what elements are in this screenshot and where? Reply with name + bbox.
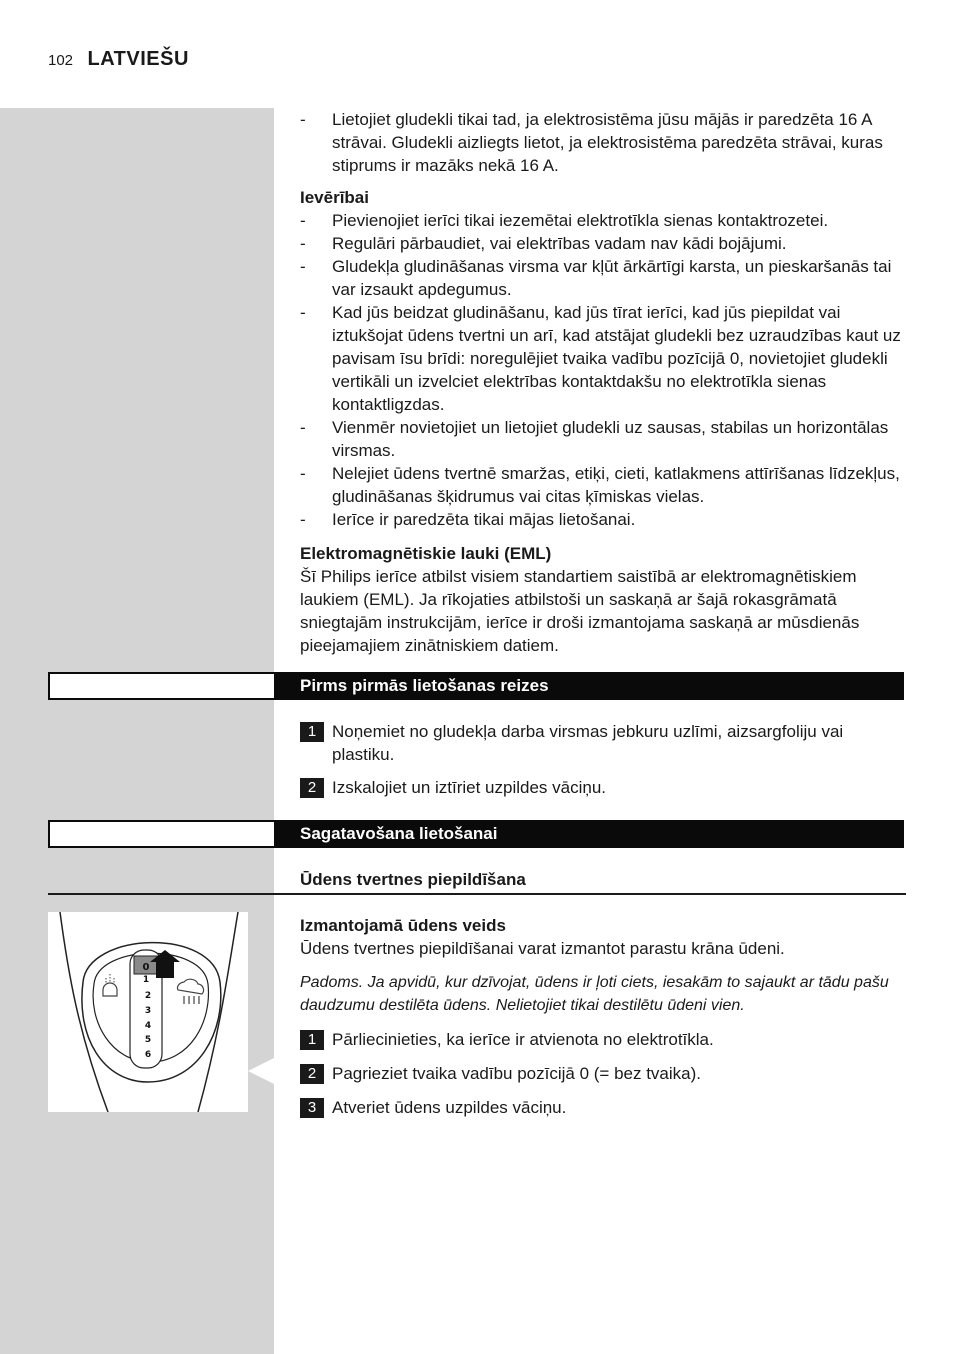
list-item: - Vienmēr novietojiet un lietojiet gludekli uz sausas, stabilas un horizontālas virsmas. bbox=[300, 418, 889, 460]
dial-label: 5 bbox=[144, 1035, 152, 1045]
emf-text: Šī Philips ierīce atbilst visiem standartiem saistībā ar elektromagnētiskiem laukiem (EML). Ja rīkojaties atbilstoši un saskaņā ar šajā rokasgrāmatā sniegtajām instrukcijām, ierīce ir droši izmantojama saskaņā ar mūsdienās pieejamajiem zinātniskiem datiem. bbox=[300, 567, 860, 655]
divider bbox=[48, 893, 906, 895]
water-type-title: Izmantojamā ūdens veids bbox=[300, 916, 506, 935]
steam-max-icon bbox=[177, 979, 203, 1004]
language-title: LATVIEŠU bbox=[87, 48, 189, 70]
dial-label: 0 bbox=[142, 962, 150, 973]
step-number: 1 bbox=[300, 722, 324, 742]
steam-off-icon bbox=[103, 974, 117, 996]
caution-title: Ievērībai bbox=[300, 188, 369, 207]
list-item: - Nelejiet ūdens tvertnē smaržas, etiķi, cieti, katlakmens attīrīšanas līdzekļus, gludināšanas šķidrumus vai citas ķīmiskas vielas. bbox=[300, 464, 900, 506]
list-item: - Pievienojiet ierīci tikai iezemētai elektrotīkla sienas kontaktrozetei. bbox=[300, 211, 829, 230]
page-number: 102 bbox=[48, 52, 74, 69]
list-item: - Ierīce ir paredzēta tikai mājas lietošanai. bbox=[300, 510, 636, 529]
page-header bbox=[48, 48, 189, 71]
subsection-title-block bbox=[300, 868, 906, 891]
subsection-title: Ūdens tvertnes piepildīšana bbox=[300, 870, 526, 889]
section-title: Pirms pirmās lietošanas reizes bbox=[300, 676, 549, 695]
step-number: 3 bbox=[300, 1098, 324, 1118]
section-bar-before-first-use bbox=[48, 672, 904, 700]
tip-text: Padoms. Ja apvidū, kur dzīvojat, ūdens ir ļoti ciets, iesakām to sajaukt ar tādu pašu daudzumu destilēta ūdens. Nelietojiet tikai destilētu ūdeni vien. bbox=[300, 974, 889, 1014]
step-item: 2 Izskalojiet un iztīriet uzpildes vāciņu. bbox=[300, 776, 906, 799]
step-item: 1 Noņemiet no gludekļa darba virsmas jebkuru uzlīmi, aizsargfoliju vai plastiku. bbox=[300, 720, 906, 766]
step-item: 1 Pārliecinieties, ka ierīce ir atvienota no elektrotīkla. bbox=[300, 1028, 906, 1051]
section-title: Sagatavošana lietošanai bbox=[300, 824, 498, 843]
section-bar-preparing bbox=[48, 820, 904, 848]
dial-label: 6 bbox=[144, 1050, 152, 1060]
list-item: - Gludekļa gludināšanas virsma var kļūt ārkārtīgi karsta, un pieskaršanās tai var izsaukt apdegumus. bbox=[300, 257, 892, 299]
step-item: 3 Atveriet ūdens uzpildes vāciņu. bbox=[300, 1096, 906, 1119]
iron-steam-dial-illustration bbox=[48, 912, 248, 1112]
step-number: 1 bbox=[300, 1030, 324, 1050]
list-item: - Regulāri pārbaudiet, vai elektrības vadam nav kādi bojājumi. bbox=[300, 234, 787, 253]
water-section bbox=[300, 914, 906, 1119]
dial-label: 3 bbox=[144, 1006, 152, 1016]
step-number: 2 bbox=[300, 1064, 324, 1084]
figure-pointer bbox=[248, 1058, 274, 1084]
left-margin-panel bbox=[0, 108, 274, 1354]
dial-label: 2 bbox=[144, 991, 152, 1001]
iron-drawing bbox=[48, 912, 248, 1112]
list-item: - Kad jūs beidzat gludināšanu, kad jūs tīrat ierīci, kad jūs piepildat vai iztukšojat ūdens tvertni un arī, kad atstājat gludekli bez uzraudzības kaut uz pavisam īsu brīdi: noregulējiet tvaika vadību pozīcijā 0, novietojiet gludekli vertikāli un izvelciet elektrības kontaktdakšu no elektrotīkla sienas kontaktligzdas. bbox=[300, 303, 901, 414]
step-number: 2 bbox=[300, 778, 324, 798]
safety-section bbox=[300, 108, 906, 657]
list-item: - Lietojiet gludekli tikai tad, ja elektrosistēma jūsu mājās ir paredzēta 16 A strāvai. Gludekli aizliegts lietot, ja elektrosistēma paredzēta strāvai, kuras stiprums ir mazāks nekā 16 A. bbox=[300, 110, 883, 175]
water-type-text: Ūdens tvertnes piepildīšanai varat izmantot parastu krāna ūdeni. bbox=[300, 939, 785, 958]
first-use-steps bbox=[300, 720, 906, 799]
step-item: 2 Pagrieziet tvaika vadību pozīcijā 0 (= bez tvaika). bbox=[300, 1062, 906, 1085]
dial-label: 4 bbox=[144, 1021, 152, 1031]
emf-title: Elektromagnētiskie lauki (EML) bbox=[300, 544, 552, 563]
dial-label: 1 bbox=[142, 975, 150, 985]
